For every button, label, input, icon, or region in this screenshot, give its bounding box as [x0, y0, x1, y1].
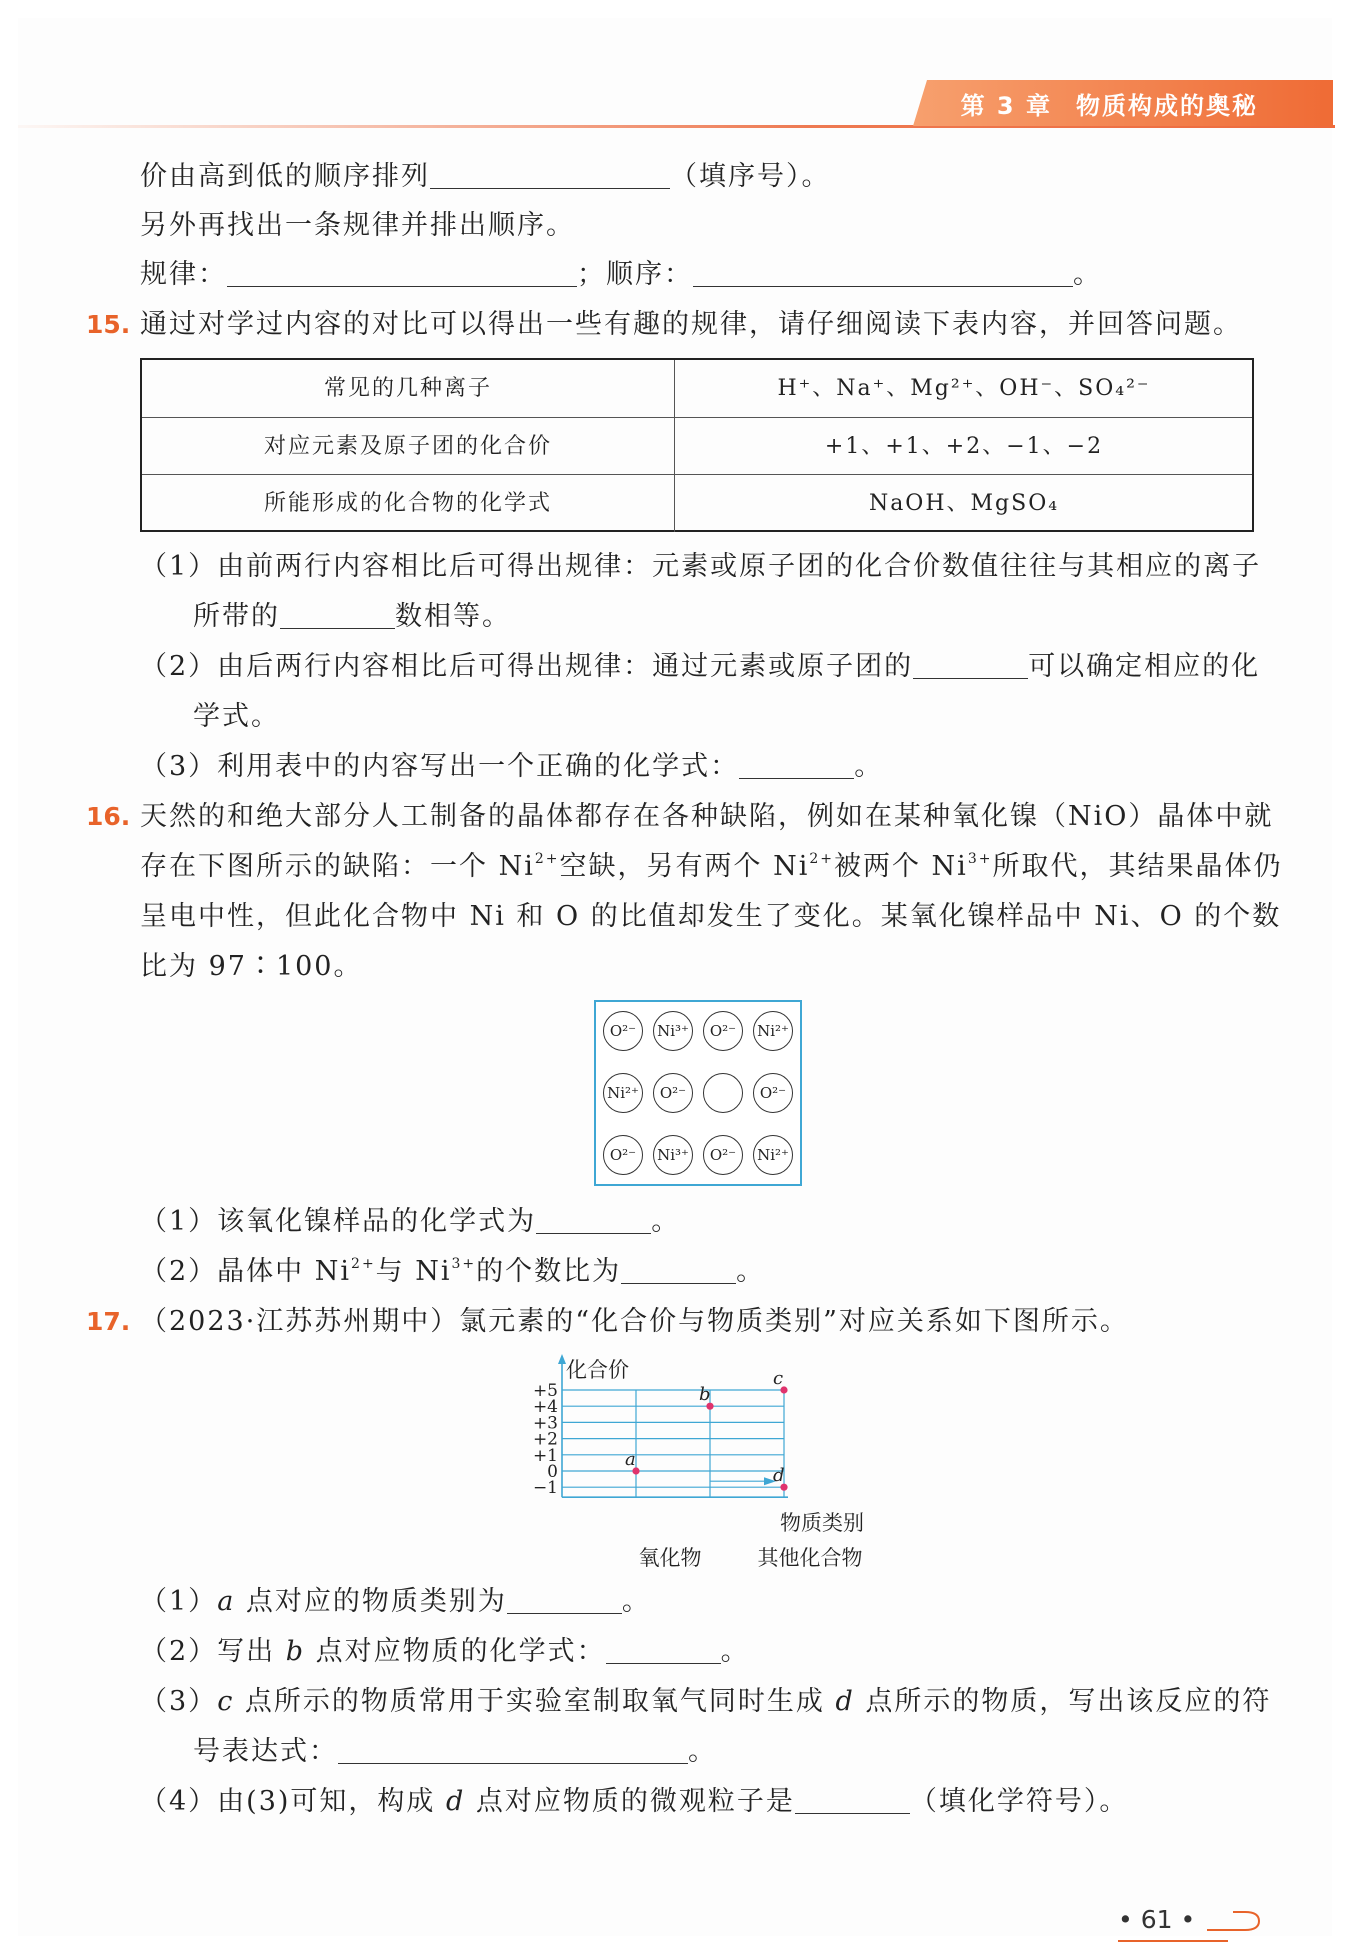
q16-line2 — [140, 850, 1282, 884]
table-cell-label: 所能形成的化合物的化学式 — [142, 475, 675, 532]
page-curl-icon — [1203, 1908, 1263, 1934]
q17-sub1-a: （1） — [140, 1586, 218, 1617]
x-category-label: 氧化物 — [638, 1546, 702, 1570]
q16-sub1 — [140, 1205, 680, 1239]
q17-sub2-tail: 。 — [720, 1636, 750, 1667]
q15-sub3 — [140, 750, 883, 784]
q17-sub1-tail: 。 — [621, 1586, 651, 1617]
vacancy-circle — [703, 1073, 743, 1113]
order-label: ；顺序： — [577, 259, 693, 290]
q15-sub1-line1: （1）由前两行内容相比后可得出规律：元素或原子团的化合价数值往往与其相应的离子 — [140, 551, 1262, 582]
q16-line2-b: 空缺，另有两个 Ni — [559, 851, 810, 882]
q15-sub2-line2: 学式。 — [193, 701, 280, 732]
answer-blank[interactable] — [536, 1207, 651, 1234]
y-tick-label: +4 — [532, 1397, 558, 1418]
q14-end: 。 — [1073, 259, 1102, 290]
ion-circle: Ni³⁺ — [653, 1011, 693, 1051]
valence-chart — [510, 1350, 890, 1580]
q15-sub3-prefix: （3）利用表中的内容写出一个正确的化学式： — [140, 751, 740, 782]
answer-blank[interactable] — [280, 602, 395, 629]
q15-sub3-tail: 。 — [854, 751, 884, 782]
answer-blank[interactable] — [739, 752, 854, 779]
q14-line3 — [140, 258, 1102, 292]
y-tick-label: −1 — [532, 1478, 558, 1499]
x-axis-label: 物质类别 — [780, 1511, 864, 1535]
y-tick-label: +5 — [532, 1381, 558, 1401]
answer-blank[interactable] — [795, 1787, 910, 1814]
rule-label: 规律： — [140, 259, 227, 290]
chart-points — [625, 1368, 788, 1491]
ion-circle: Ni³⁺ — [653, 1135, 693, 1175]
point-var: c — [217, 1686, 235, 1717]
table-cell-label: 对应元素及原子团的化合价 — [142, 418, 675, 475]
answer-blank[interactable] — [507, 1587, 622, 1614]
point-var: d — [835, 1686, 855, 1717]
q17-sub2 — [140, 1635, 750, 1669]
q17-sub2-a: （2）写出 — [140, 1636, 276, 1667]
page-number-rule — [1118, 1940, 1228, 1942]
q17-number: 17. — [86, 1307, 131, 1336]
q16-sub2-b: 与 Ni — [375, 1256, 452, 1287]
charge-sup: 2+ — [534, 851, 560, 867]
q14-line2: 另外再找出一条规律并排出顺序。 — [140, 210, 575, 241]
point-label: a — [625, 1449, 636, 1470]
ion-circle: O²⁻ — [703, 1135, 743, 1175]
q14-line1-suffix: （填序号）。 — [670, 161, 831, 192]
chapter-title: 物质构成的奥秘 — [1076, 92, 1258, 120]
table-cell-value: H⁺、Na⁺、Mg²⁺、OH⁻、SO₄²⁻ — [777, 376, 1151, 401]
q17-sub4-a: （4）由(3)可知，构成 — [140, 1786, 436, 1817]
rule-blank[interactable] — [227, 260, 577, 287]
charge-sup: 2+ — [351, 1256, 376, 1272]
q16-sub1-prefix: （1）该氧化镍样品的化学式为 — [140, 1206, 537, 1237]
y-tick-label: +3 — [532, 1413, 558, 1434]
q16-line2-d: 所取代，其结果晶体仍 — [992, 851, 1283, 882]
answer-blank[interactable] — [621, 1257, 736, 1284]
q16-line2-a: 存在下图所示的缺陷：一个 Ni — [140, 851, 535, 882]
table-cell-value: +1、+1、+2、−1、−2 — [824, 434, 1104, 459]
q16-sub2-a: （2）晶体中 Ni — [140, 1256, 352, 1287]
table-row — [142, 360, 1252, 417]
q16-sub1-tail: 。 — [651, 1206, 681, 1237]
table-row — [142, 474, 1252, 532]
q17-sub4-tail: （填化学符号）。 — [909, 1786, 1129, 1817]
ion-table — [140, 358, 1254, 532]
ion-circle: Ni²⁺ — [603, 1073, 643, 1113]
answer-blank[interactable] — [913, 652, 1028, 679]
q17-sub3-tail: 。 — [688, 1736, 717, 1767]
nio-crystal-diagram — [594, 1000, 802, 1186]
q17-sub4-b: 点对应物质的微观粒子是 — [475, 1786, 795, 1817]
q16-sub2-tail: 。 — [736, 1256, 766, 1287]
ion-circle: O²⁻ — [603, 1135, 643, 1175]
q16-line4: 比为 97∶100。 — [140, 951, 363, 982]
ion-circle: O²⁻ — [653, 1073, 693, 1113]
charge-sup: 3+ — [967, 851, 993, 867]
q15-sub1-tail: 数相等。 — [395, 601, 511, 632]
q15-sub1-prefix: 所带的 — [193, 601, 280, 632]
q17-stem: （2023·江苏苏州期中）氯元素的“化合价与物质类别”对应关系如下图所示。 — [140, 1306, 1129, 1337]
q17-sub2-b: 点对应物质的化学式： — [315, 1636, 606, 1667]
x-category-label: 其他化合物 — [757, 1546, 863, 1570]
table-cell-label: 常见的几种离子 — [142, 360, 675, 417]
q16-line1: 天然的和绝大部分人工制备的晶体都存在各种缺陷，例如在某种氧化镍（NiO）晶体中就 — [140, 801, 1274, 832]
y-axis-label: 化合价 — [566, 1358, 629, 1382]
q17-sub3-b: 点所示的物质常用于实验室制取氧气同时生成 — [244, 1686, 825, 1717]
q15-sub1-line2 — [193, 600, 511, 634]
ion-circle: O²⁻ — [703, 1011, 743, 1051]
q17-sub3-line2 — [193, 1735, 717, 1769]
q17-sub4 — [140, 1785, 1128, 1819]
q16-sub2-c: 的个数比为 — [476, 1256, 622, 1287]
point-label: b — [699, 1384, 711, 1406]
q14-line1 — [140, 160, 831, 194]
q17-sub3-line1 — [140, 1685, 1271, 1719]
chapter-heading — [937, 86, 1258, 121]
q17-sub1-b: 点对应的物质类别为 — [245, 1586, 507, 1617]
q15-stem: 通过对学过内容的对比可以得出一些有趣的规律，请仔细阅读下表内容，并回答问题。 — [140, 309, 1242, 340]
q16-line3: 呈电中性，但此化合物中 Ni 和 O 的比值却发生了变化。某氧化镍样品中 Ni、O 的个数 — [140, 901, 1282, 932]
table-row — [142, 417, 1252, 475]
page-number-text: • 61 • — [1118, 1905, 1196, 1934]
ion-circle: Ni²⁺ — [753, 1011, 793, 1051]
y-tick-label: +2 — [532, 1429, 558, 1450]
order-blank[interactable] — [693, 260, 1073, 287]
table-cell-value: NaOH、MgSO₄ — [868, 491, 1060, 516]
y-tick-label: +1 — [532, 1445, 558, 1466]
charge-sup: 2+ — [809, 851, 834, 867]
answer-blank[interactable] — [430, 162, 670, 189]
charge-sup: 3+ — [451, 1256, 477, 1272]
q16-number: 16. — [86, 802, 131, 831]
q15-sub2-prefix: （2）由后两行内容相比后可得出规律：通过元素或原子团的 — [140, 651, 914, 682]
q15-sub2-line1 — [140, 650, 1260, 684]
q17-sub1 — [140, 1585, 651, 1619]
ion-circle: Ni²⁺ — [753, 1135, 793, 1175]
q15-number: 15. — [86, 310, 131, 339]
q14-line1-text: 价由高到低的顺序排列 — [140, 161, 430, 192]
q17-sub3-line2-text: 号表达式： — [193, 1736, 338, 1767]
point-var: a — [217, 1586, 236, 1617]
q16-sub2 — [140, 1255, 765, 1289]
answer-blank[interactable] — [606, 1637, 721, 1664]
point-var: b — [285, 1636, 306, 1667]
y-tick-label: 0 — [547, 1462, 558, 1482]
q17-sub3-a: （3） — [140, 1686, 218, 1717]
q17-sub3-c: 点所示的物质，写出该反应的符 — [865, 1686, 1272, 1717]
chart-ticks — [533, 1381, 558, 1498]
ion-circle: O²⁻ — [603, 1011, 643, 1051]
page-number — [1118, 1905, 1263, 1934]
q16-line2-c: 被两个 Ni — [833, 851, 968, 882]
point-var: d — [446, 1786, 466, 1817]
point-label: d — [773, 1465, 785, 1487]
y-axis-arrow — [558, 1354, 566, 1364]
ion-circle: O²⁻ — [753, 1073, 793, 1113]
q15-sub2-tail: 可以确定相应的化 — [1028, 651, 1261, 682]
chapter-number: 第 3 章 — [960, 92, 1052, 120]
point-label: c — [773, 1368, 784, 1389]
answer-blank[interactable] — [338, 1737, 688, 1764]
